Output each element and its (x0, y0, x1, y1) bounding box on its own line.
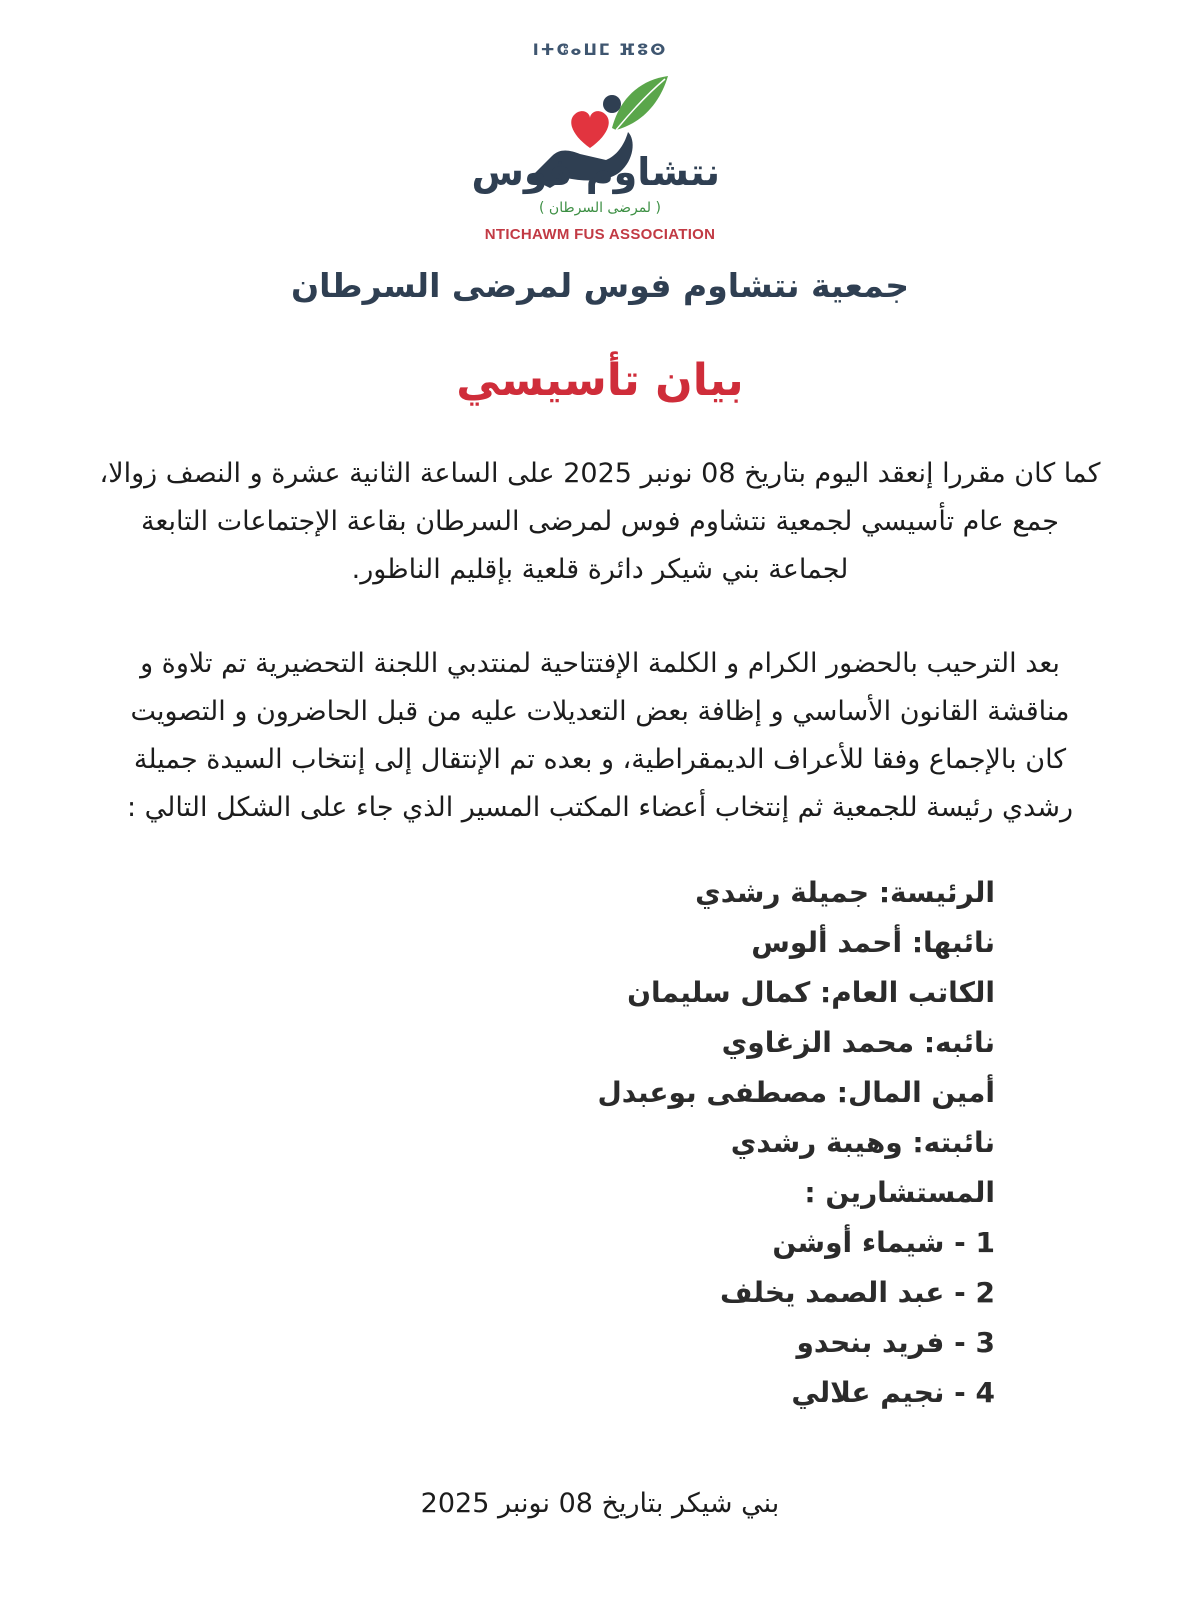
counselor-name: فريد بنحدو (796, 1326, 945, 1359)
intro-line: كما كان مقررا إنعقد اليوم بتاريخ 08 نونبر 2025 على الساعة الثانية عشرة و النصف زوالا، (99, 458, 1101, 489)
officer-vice-president (395, 918, 995, 968)
proceedings-line: مناقشة القانون الأساسي و إظافة بعض التعديلات عليه من قبل الحاضرون و التصويت (130, 696, 1070, 727)
officer-role: نائبها: (911, 926, 995, 959)
proceedings-line: رشدي رئيسة للجمعية ثم إنتخاب أعضاء المكتب المسير الذي جاء على الشكل التالي : (126, 792, 1073, 823)
officer-president (395, 868, 995, 918)
counselors-heading: المستشارين : (804, 1176, 995, 1209)
heart-shape (571, 111, 609, 148)
counselor-item (395, 1318, 995, 1368)
intro-line: لجماعة بني شيكر دائرة قلعية بإقليم الناظور. (351, 554, 849, 585)
logo-latin-name: NTICHAWM FUS ASSOCIATION (484, 226, 716, 243)
officer-general-secretary (395, 968, 995, 1018)
intro-paragraph (80, 450, 1120, 594)
proceedings-line: بعد الترحيب بالحضور الكرام و الكلمة الإفتتاحية لمنتدبي اللجنة التحضيرية تم تلاوة و (140, 648, 1060, 679)
place-and-date: بني شيكر بتاريخ 08 نونبر 2025 (420, 1488, 780, 1519)
counselor-name: شيماء أوشن (772, 1226, 945, 1259)
logo-association-name: نتشاوم فوس (471, 150, 720, 194)
officer-role: أمين المال: (836, 1076, 995, 1109)
counselor-number: 4 - (954, 1376, 995, 1409)
officer-role: الرئيسة: (878, 876, 995, 909)
counselor-item (395, 1218, 995, 1268)
officer-role: نائبته: (912, 1126, 995, 1159)
officer-role: نائبه: (923, 1026, 995, 1059)
officer-name: كمال سليمان (627, 976, 811, 1009)
person-head (603, 95, 621, 113)
officer-deputy-secretary (395, 1018, 995, 1068)
proceedings-paragraph (80, 640, 1120, 832)
counselor-item (395, 1368, 995, 1418)
proceedings-line: كان بالإجماع وفقا للأعراف الديمقراطية، و بعده تم الإنتقال إلى إنتخاب السيدة جميلة (133, 744, 1067, 775)
officer-name: محمد الزغاوي (721, 1026, 915, 1059)
board-members-list (395, 868, 995, 1418)
officer-deputy-treasurer (395, 1118, 995, 1168)
logo-subtitle: ( لمرضى السرطان ) (539, 200, 661, 216)
counselor-name: نجيم علالي (791, 1376, 945, 1409)
officer-role: الكاتب العام: (820, 976, 995, 1009)
organization-title: جمعية نتشاوم فوس لمرضى السرطان (290, 266, 910, 305)
document-title: بيان تأسيسي (456, 355, 744, 406)
logo-tifinagh-text: ⵏⵜⵛⴰⵡⵎ ⴼⵓⵙ (532, 40, 668, 59)
counselor-item (395, 1268, 995, 1318)
officer-treasurer (395, 1068, 995, 1118)
officer-name: مصطفى بوعبدل (597, 1076, 828, 1109)
counselor-name: عبد الصمد يخلف (720, 1276, 945, 1309)
officer-name: جميلة رشدي (695, 876, 870, 909)
intro-line: جمع عام تأسيسي لجمعية نتشاوم فوس لمرضى السرطان بقاعة الإجتماعات التابعة (141, 506, 1059, 537)
association-logo (471, 30, 720, 260)
officer-name: وهيبة رشدي (730, 1126, 903, 1159)
counselor-number: 3 - (954, 1326, 995, 1359)
officer-name: أحمد ألوس (751, 926, 903, 959)
counselor-number: 2 - (954, 1276, 995, 1309)
counselor-number: 1 - (954, 1226, 995, 1259)
